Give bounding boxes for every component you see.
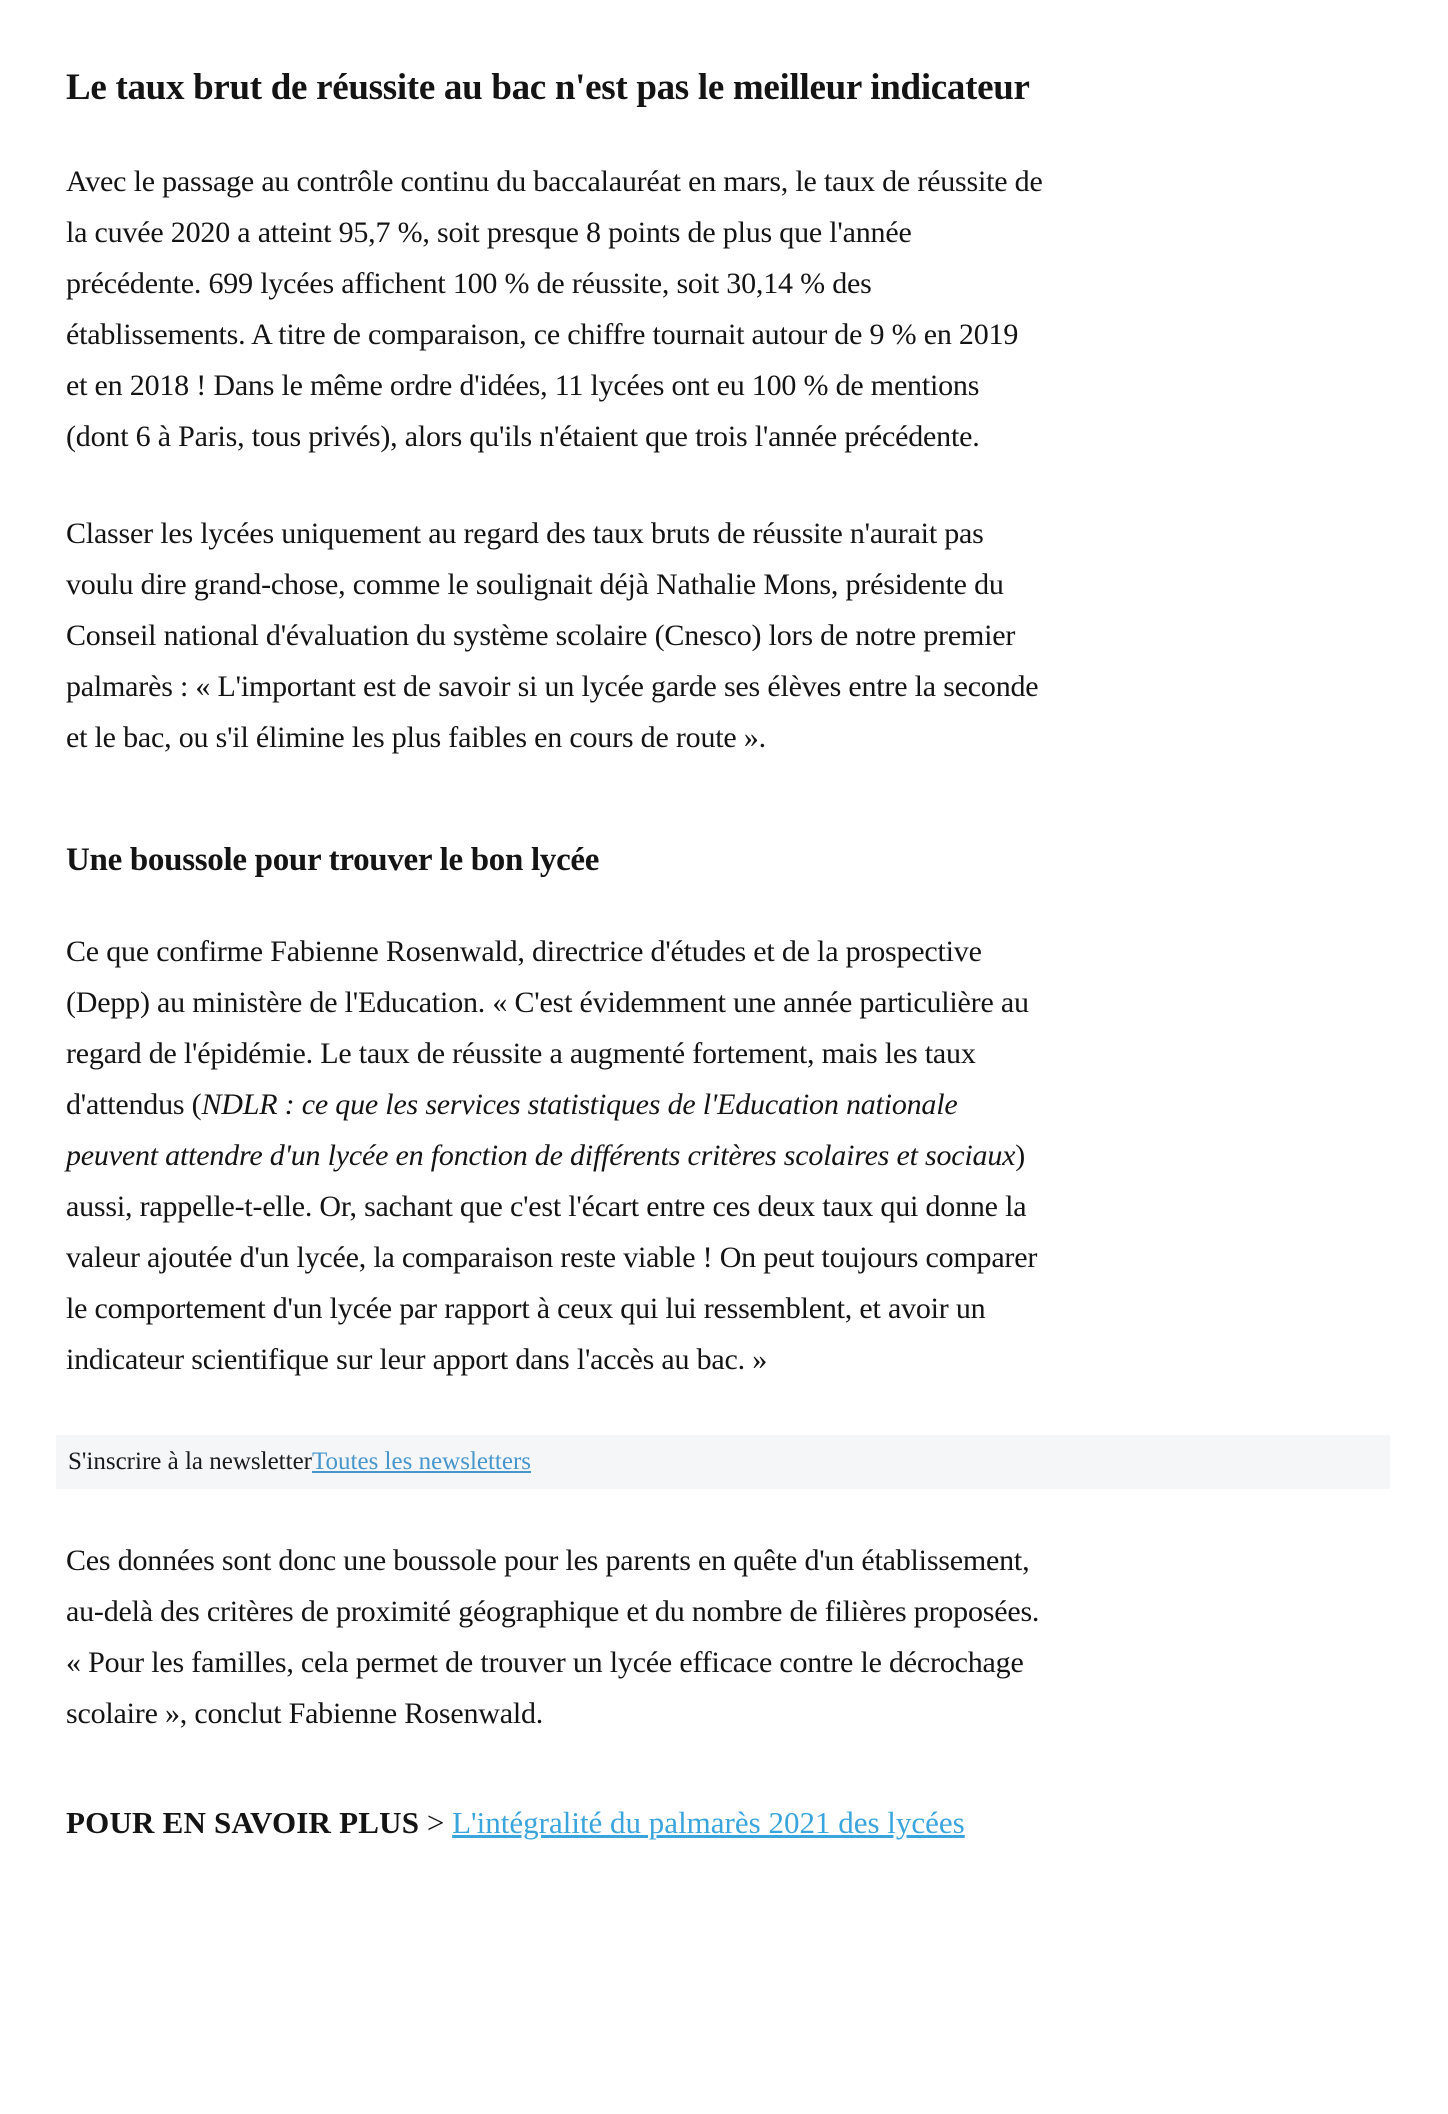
read-more-label: POUR EN SAVOIR PLUS: [66, 1805, 420, 1841]
read-more-line: [66, 1797, 1166, 1848]
article-heading-1: Le taux brut de réussite au bac n'est pas le meilleur indicateur: [66, 67, 1030, 108]
article-paragraph-2: Classer les lycées uniquement au regard des taux bruts de réussite n'aurait pas voulu dire grand-chose, comme le soulignait déjà Nathalie Mons, présidente du Conseil national d'évaluation du système scolaire (Cnesco) lors de notre premier palmarès : « L'important est de savoir si un lycée garde ses élèves entre la seconde et le bac, ou s'il élimine les plus faibles en cours de route ».: [66, 516, 1039, 754]
palmares-2021-link[interactable]: L'intégralité du palmarès 2021 des lycées: [452, 1805, 965, 1841]
paragraph-3-ndlr-note: NDLR : ce que les services statistiques de l'Education nationale peuvent attendre d'un lycée en fonction de différents critères scolaires et sociaux: [66, 1088, 1016, 1173]
article-heading-2: Une boussole pour trouver le bon lycée: [66, 841, 600, 878]
article-paragraph-4: Ces données sont donc une boussole pour les parents en quête d'un établissement, au-delà des critères de proximité géographique et du nombre de filières proposées. « Pour les familles, cela permet de trouver un lycée efficace contre le décrochage scolaire », conclut Fabienne Rosenwald.: [66, 1544, 1040, 1731]
article-paragraph-3: [66, 926, 1044, 1385]
article-page: [0, 66, 1448, 1848]
all-newsletters-link[interactable]: Toutes les newsletters: [312, 1448, 532, 1476]
paragraph-3-text-before: Ce que confirme Fabienne Rosenwald, directrice d'études et de la prospective (Depp) au ministère de l'Education. « C'est évidemment une année particulière au regard de l'épidémie. Le taux de réussite a augmenté fortement, mais les taux d'attendus (: [66, 935, 1029, 1122]
article-paragraph-1: Avec le passage au contrôle continu du baccalauréat en mars, le taux de réussite de la cuvée 2020 a atteint 95,7 %, soit presque 8 points de plus que l'année précédente. 699 lycées affichent 100 % de réussite, soit 30,14 % des établissements. A titre de comparaison, ce chiffre tournait autour de 9 % en 2019 et en 2018 ! Dans le même ordre d'idées, 11 lycées ont eu 100 % de mentions (dont 6 à Paris, tous privés), alors qu'ils n'étaient que trois l'année précédente.: [66, 164, 1043, 453]
newsletter-bar: [56, 1435, 1390, 1489]
read-more-separator: >: [426, 1805, 445, 1841]
paragraph-3-text-after: ) aussi, rappelle-t-elle. Or, sachant que c'est l'écart entre ces deux taux qui donne la valeur ajoutée d'un lycée, la comparaison reste viable ! On peut toujours comparer le comportement d'un lycée par rapport à ceux qui lui ressemblent, et avoir un indicateur scientifique sur leur apport dans l'accès au bac. »: [66, 1139, 1038, 1377]
newsletter-signup-link[interactable]: S'inscrire à la newsletter: [68, 1448, 312, 1476]
